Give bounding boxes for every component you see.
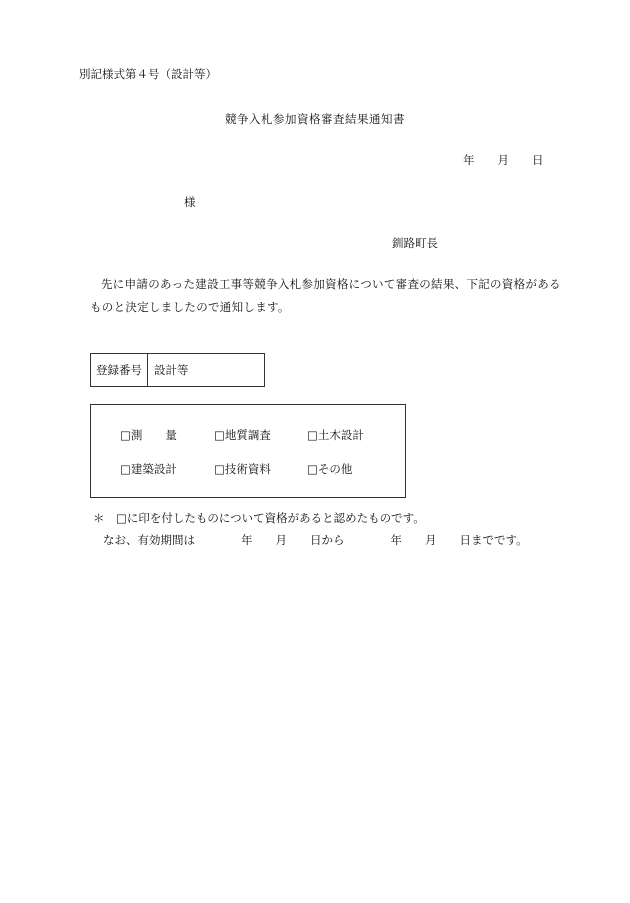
category-other: □その他	[307, 462, 353, 476]
date-line: 年 月 日	[463, 153, 544, 167]
category-technical-data: □技術資料	[214, 462, 271, 476]
category-box	[90, 404, 406, 498]
category-architectural-design: □建築設計	[120, 462, 177, 476]
form-number: 別記様式第４号（設計等）	[79, 67, 217, 81]
category-survey: □測 量	[120, 428, 177, 442]
registration-table	[90, 353, 265, 387]
registration-value: 設計等	[154, 363, 189, 377]
category-geological-survey: □地質調査	[214, 428, 271, 442]
category-civil-design: □土木設計	[307, 428, 364, 442]
registration-label: 登録番号	[91, 354, 148, 386]
note-validity-period: なお、有効期間は 年 月 日から 年 月 日までです。	[103, 533, 528, 547]
addressee-suffix: 様	[184, 195, 196, 209]
body-text-line-1: 先に申請のあった建設工事等競争入札参加資格について審査の結果、下記の資格がある	[101, 277, 561, 291]
body-text-line-2: ものと決定しましたので通知します。	[90, 300, 290, 314]
note-checkbox-explanation: ＊ □に印を付したものについて資格があると認めたものです。	[93, 511, 425, 525]
issuer-name: 釧路町長	[392, 236, 438, 250]
document-title: 競争入札参加資格審査結果通知書	[225, 112, 405, 126]
